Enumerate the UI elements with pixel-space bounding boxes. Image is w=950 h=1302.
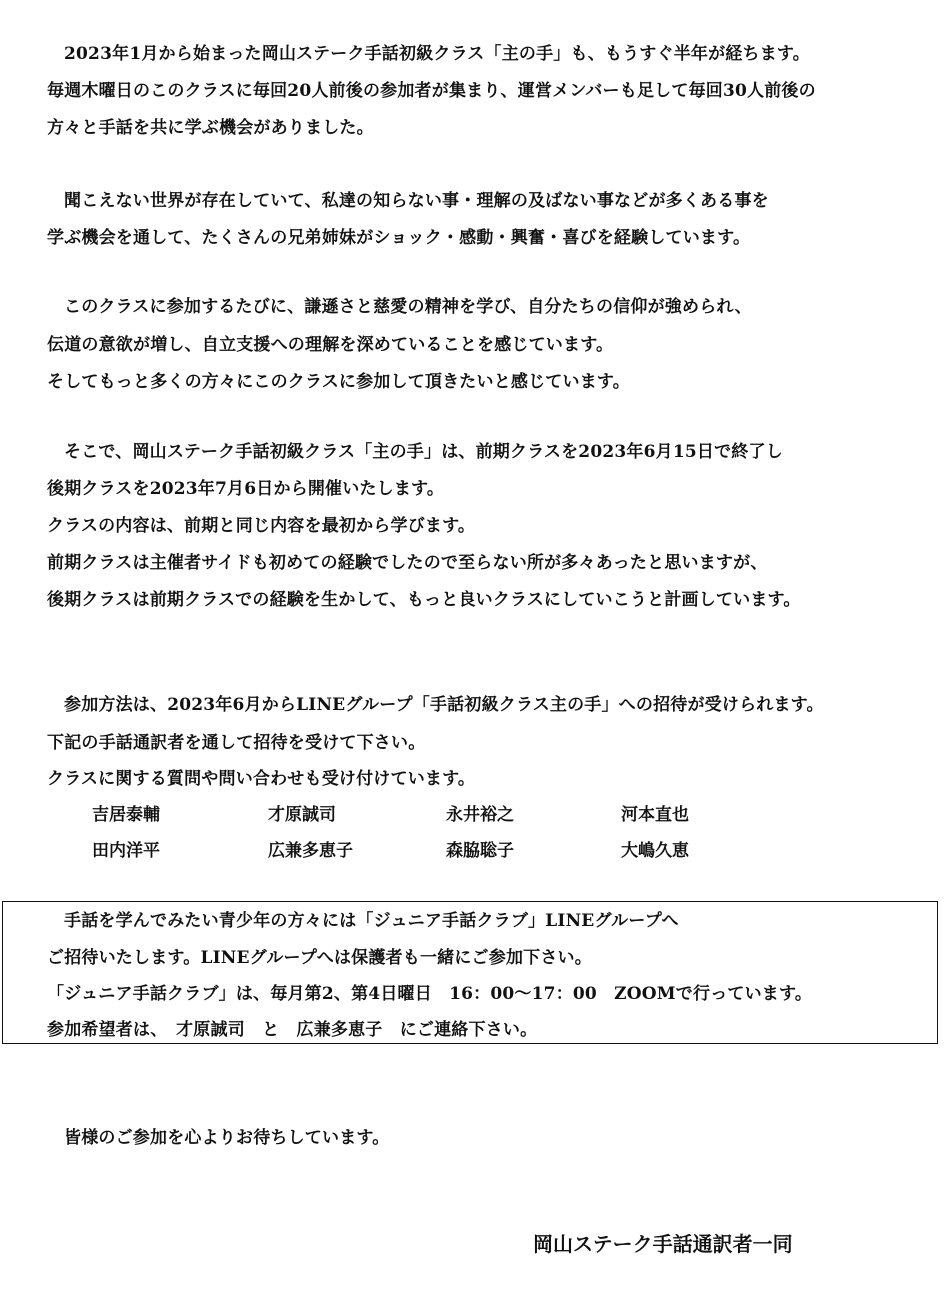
para4-line: そこで、岡山ステーク手話初級クラス「主の手」は、前期クラスを2023年6月15日で終了し <box>64 442 783 462</box>
para2-line: 学ぶ機会を通して、たくさんの兄弟姉妹がショック・感動・興奮・喜びを経験しています。 <box>47 228 751 248</box>
para3-line: そしてもっと多くの方々にこのクラスに参加して頂きたいと感じています。 <box>47 372 630 392</box>
para5-line: 下記の手話通訳者を通して招待を受けて下さい。 <box>47 733 426 753</box>
para4-line: 後期クラスを2023年7月6日から開催いたします。 <box>47 479 445 499</box>
para4-line: 前期クラスは主催者サイドも初めての経験でしたので至らない所が多々あったと思いますが、 <box>47 553 768 573</box>
para1-line: 2023年1月から始まった岡山ステーク手話初級クラス「主の手」も、もうすぐ半年が経ちます。 <box>64 44 810 64</box>
junior-box-line: 「ジュニア手話クラブ」は、毎月第2、第4日曜日 16：00～17：00 ZOOMで行っています。 <box>47 984 813 1004</box>
interpreter-name: 森脇聡子 <box>446 841 514 861</box>
para5-line: 参加方法は、2023年6月からLINEグループ「手話初級クラス主の手」への招待が受けられます。 <box>64 695 824 715</box>
interpreter-name: 田内洋平 <box>92 841 160 861</box>
interpreter-name: 広兼多恵子 <box>268 841 353 861</box>
interpreter-name: 吉居泰輔 <box>92 805 160 825</box>
interpreter-name: 永井裕之 <box>446 805 514 825</box>
para4-line: 後期クラスは前期クラスでの経験を生かして、もっと良いクラスにしていこうと計画しています。 <box>47 590 801 610</box>
para3-line: 伝道の意欲が増し、自立支援への理解を深めていることを感じています。 <box>47 335 614 355</box>
interpreter-name: 河本直也 <box>621 805 689 825</box>
para4-line: クラスの内容は、前期と同じ内容を最初から学びます。 <box>47 516 476 536</box>
para5-line: クラスに関する質問や問い合わせも受け付けています。 <box>47 769 476 789</box>
junior-box-line: 手話を学んでみたい青少年の方々には「ジュニア手話クラブ」LINEグループへ <box>64 911 679 931</box>
junior-box-line: 参加希望者は、 才原誠司 と 広兼多恵子 にご連絡下さい。 <box>47 1020 538 1040</box>
interpreter-name: 才原誠司 <box>268 805 336 825</box>
para1-line: 毎週木曜日のこのクラスに毎回20人前後の参加者が集まり、運営メンバーも足して毎回30人前後の <box>47 81 816 101</box>
junior-box-line: ご招待いたします。LINEグループへは保護者も一緒にご参加下さい。 <box>47 948 592 968</box>
para1-line: 方々と手話を共に学ぶ機会がありました。 <box>47 118 374 138</box>
interpreter-name: 大嶋久恵 <box>621 841 689 861</box>
signature: 岡山ステーク手話通訳者一同 <box>533 1232 793 1256</box>
closing-line: 皆様のご参加を心よりお待ちしています。 <box>64 1128 390 1148</box>
para3-line: このクラスに参加するたびに、謙遜さと慈愛の精神を学び、自分たちの信仰が強められ、 <box>64 297 752 317</box>
para2-line: 聞こえない世界が存在していて、私達の知らない事・理解の及ばない事などが多くある事を <box>64 191 769 211</box>
